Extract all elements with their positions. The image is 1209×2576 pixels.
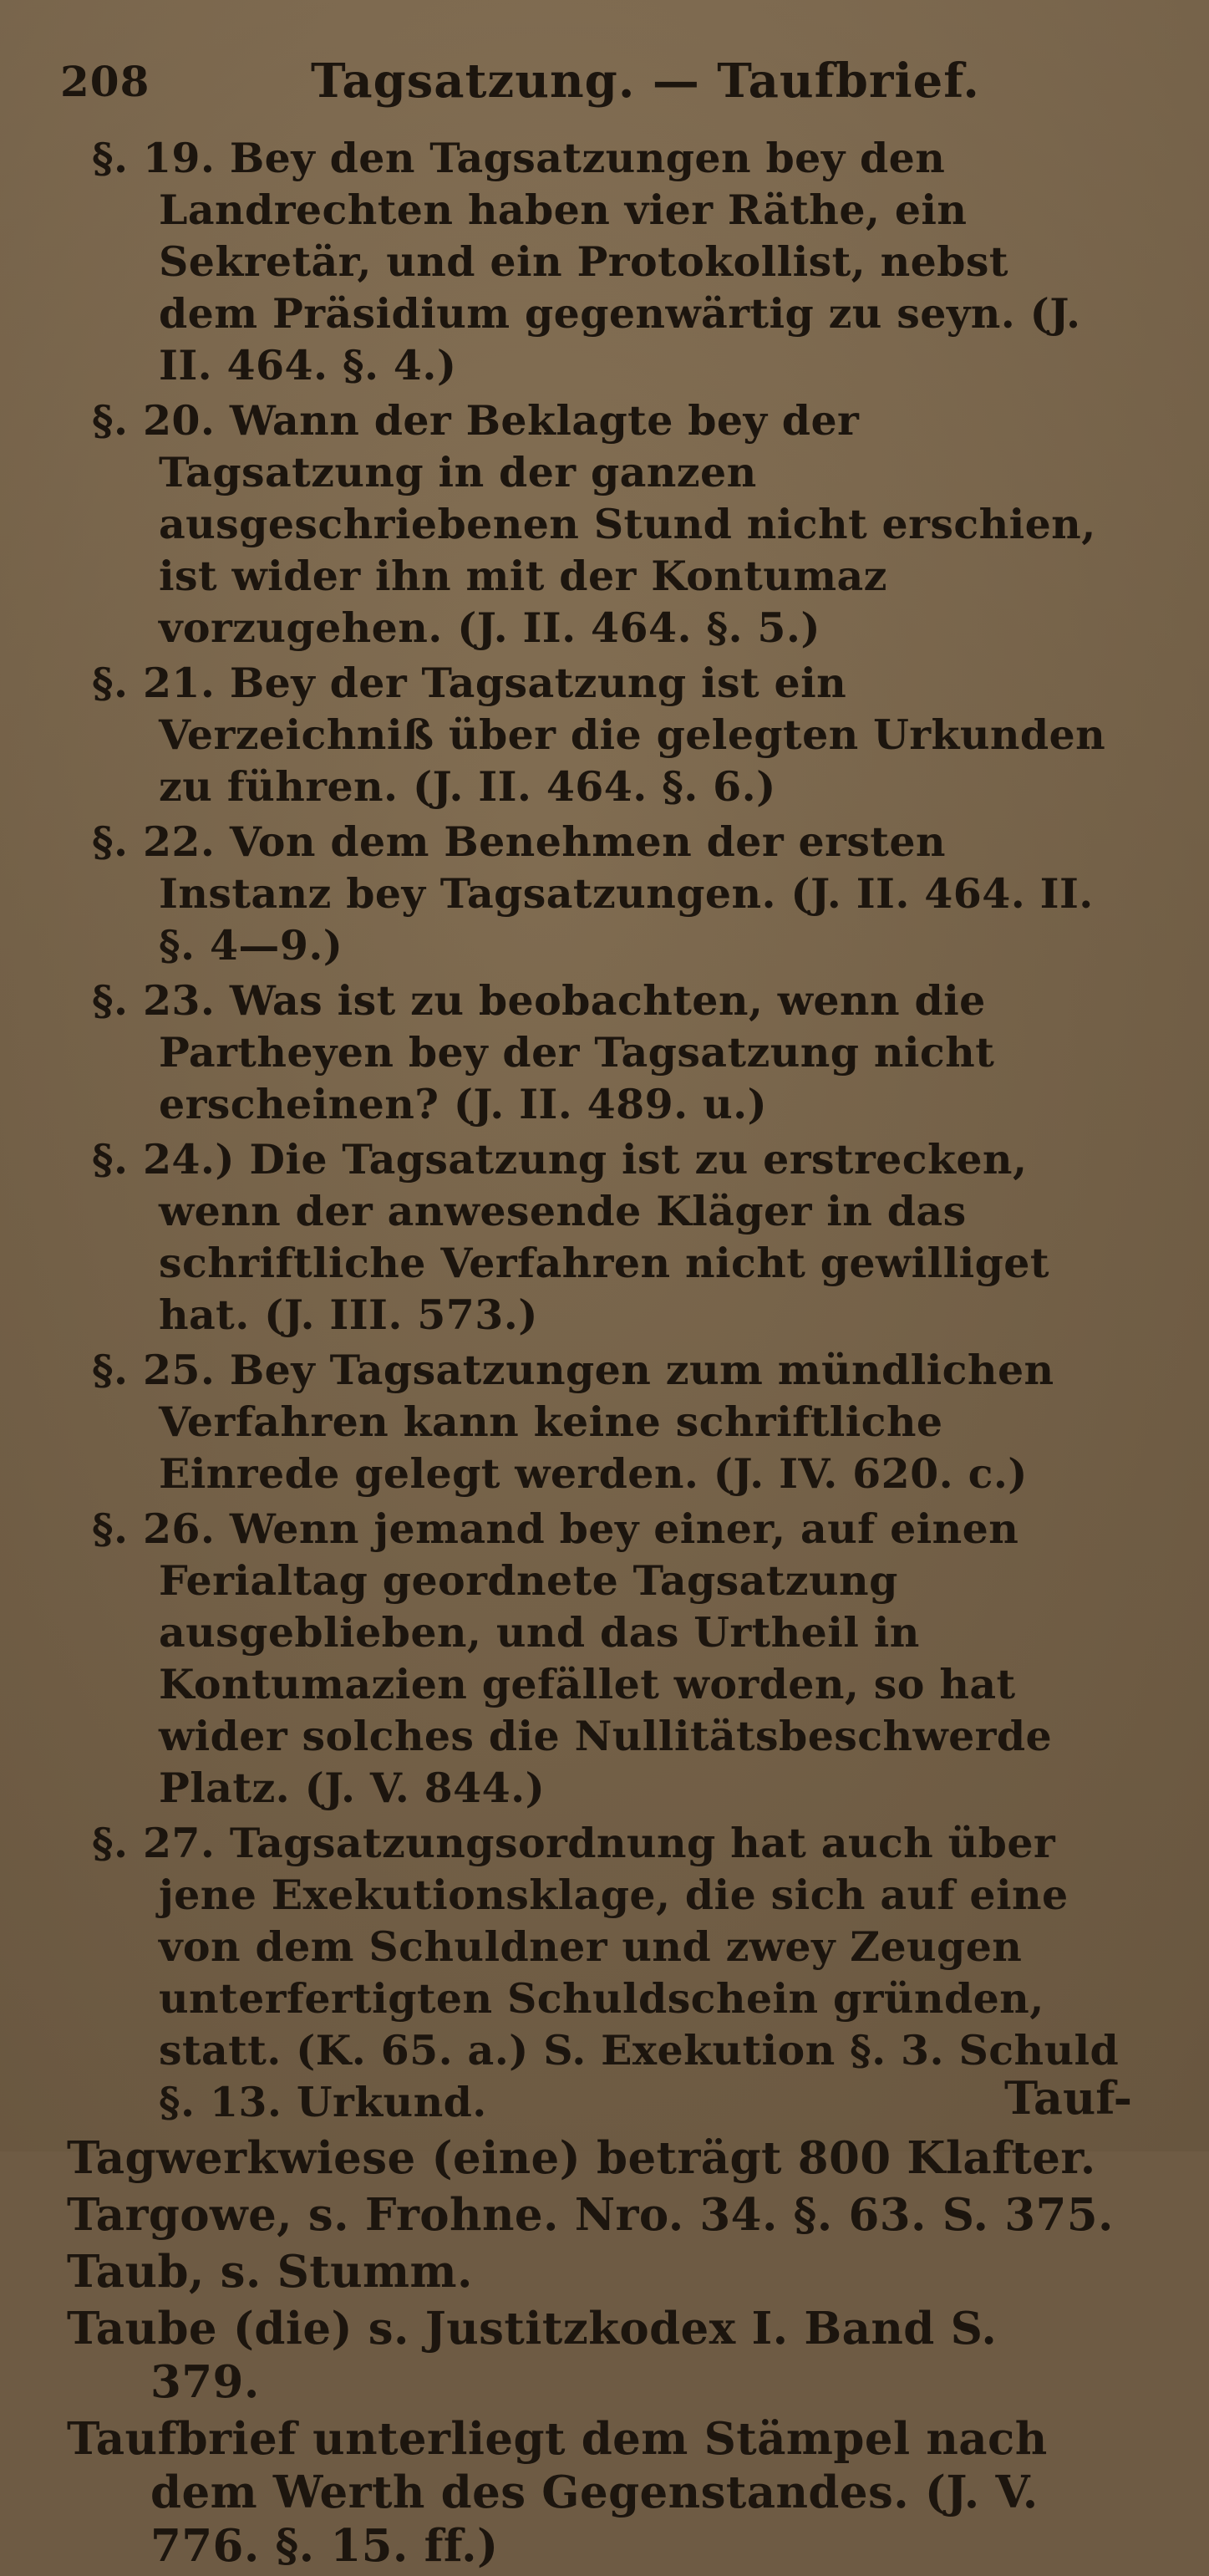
section-text: Was ist zu beobachten, wenn die Partheyen bey der Tagsatzung nicht erscheinen? (J. II. 489. u.) (159, 976, 995, 1128)
page-number: 208 (60, 57, 150, 106)
page-header (60, 48, 1146, 115)
entry-taube (67, 2302, 1120, 2409)
section-22 (67, 816, 1120, 971)
entry-taub (67, 2245, 1120, 2299)
section-text: Bey Tagsatzungen zum mündlichen Verfahren kann keine schriftliche Einrede gelegt werden. (J. IV. 620. c.) (159, 1346, 1054, 1498)
section-mark: §. 26. (92, 1504, 216, 1553)
section-mark: §. 23. (92, 976, 216, 1025)
section-text: Die Tagsatzung ist zu erstrecken, wenn der anwesende Kläger in das schriftliche Verfahren nicht gewilliget hat. (J. III. 573.) (159, 1135, 1049, 1339)
section-text: Bey den Tagsatzungen bey den Landrechten haben vier Räthe, ein Sekretär, und ein Protokollist, nebst dem Präsidium gegenwärtig zu seyn. (J. II. 464. §. 4.) (159, 134, 1081, 389)
section-mark: §. 24.) (92, 1135, 235, 1184)
entry-tagwerkwiese (67, 2131, 1120, 2185)
section-text: Tagsatzungsordnung hat auch über jene Exekutionsklage, die sich auf eine von dem Schuldner und zwey Zeugen unterfertigten Schuldschein gründen, statt. (K. 65. a.) S. Exekution §. 3. Schuld §. 13. Urkund. (159, 1819, 1120, 2126)
section-text: Von dem Benehmen der ersten Instanz bey Tagsatzungen. (J. II. 464. II. §. 4—9.) (159, 817, 1094, 970)
section-text: Wann der Beklagte bey der Tagsatzung in der ganzen ausgeschriebenen Stund nicht erschien, ist wider ihn mit der Kontumaz vorzugehen. (J. II. 464. §. 5.) (159, 396, 1096, 652)
catchword: Tauf- (1004, 2071, 1132, 2125)
section-20 (67, 395, 1120, 654)
entry-text: (eine) beträgt 800 Klafter. (431, 2132, 1096, 2184)
entry-text: s. Frohne. Nro. 34. §. 63. S. 375. (307, 2189, 1114, 2241)
entry-taufbrief (67, 2412, 1120, 2573)
section-text: Wenn jemand bey einer, auf einen Ferialtag geordnete Tagsatzung ausgeblieben, und das Urtheil in Kontumazien gefället worden, so hat wider solches die Nullitätsbeschwerde Platz. (J. V. 844.) (159, 1504, 1053, 1812)
entry-targowe (67, 2188, 1120, 2242)
section-26 (67, 1503, 1120, 1814)
running-head: Tagsatzung. — Taufbrief. (311, 53, 980, 109)
section-24 (67, 1133, 1120, 1341)
section-21 (67, 657, 1120, 812)
section-mark: §. 27. (92, 1819, 216, 1867)
entry-headword: Taub, (67, 2246, 205, 2298)
entry-headword: Taufbrief (67, 2413, 297, 2465)
section-mark: §. 22. (92, 817, 216, 866)
section-text: Bey der Tagsatzung ist ein Verzeichniß über die gelegten Urkunden zu führen. (J. II. 464. §. 6.) (159, 659, 1106, 811)
entry-headword: Tagwerkwiese (67, 2132, 416, 2184)
section-23 (67, 975, 1120, 1130)
page-body (67, 132, 1120, 2576)
entry-headword: Taube (67, 2303, 218, 2355)
entry-text: unterliegt dem Stämpel nach dem Werth des Gegenstandes. (J. V. 776. §. 15. ff.) (150, 2413, 1048, 2572)
section-25 (67, 1344, 1120, 1499)
section-mark: §. 21. (92, 659, 216, 707)
entry-text: s. Stumm. (220, 2246, 473, 2298)
section-mark: §. 20. (92, 396, 216, 445)
entry-headword: Targowe, (67, 2189, 293, 2241)
section-27 (67, 1817, 1120, 2128)
entry-text: (die) s. Justitzkodex I. Band S. 379. (150, 2303, 998, 2408)
section-mark: §. 19. (92, 134, 216, 182)
section-mark: §. 25. (92, 1346, 216, 1394)
section-19 (67, 132, 1120, 391)
